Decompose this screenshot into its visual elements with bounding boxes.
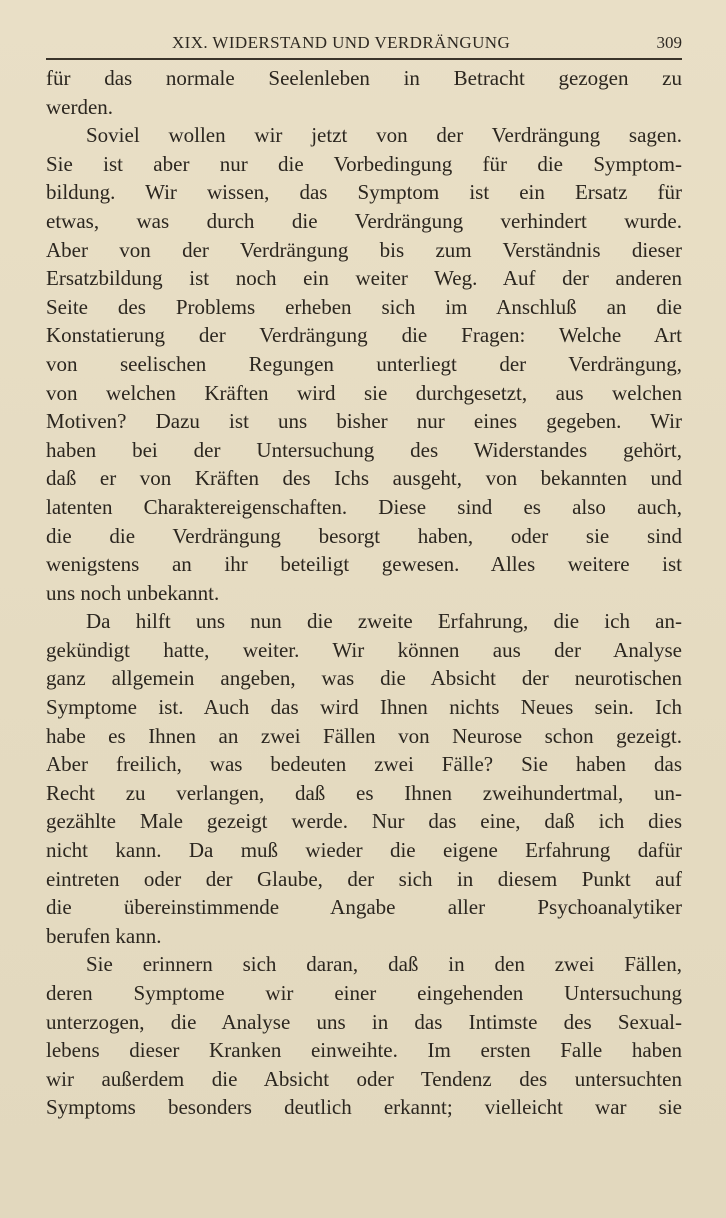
text-line: lebens dieser Kranken einweihte. Im ersten Falle haben [46, 1038, 682, 1063]
text-line: eintreten oder der Glaube, der sich in diesem Punkt auf [46, 866, 682, 891]
text-line: von welchen Kräften wird sie durchgesetzt, aus welchen [46, 380, 682, 405]
text-line: Symptoms besonders deutlich erkannt; vielleicht war sie [46, 1095, 682, 1120]
text-line: für das normale Seelenleben in Betracht gezogen zu [46, 66, 682, 90]
text-line: Soviel wollen wir jetzt von der Verdrängung sagen. [86, 123, 682, 148]
text-line: nicht kann. Da muß wieder die eigene Erfahrung dafür [46, 838, 682, 863]
text-line: wir außerdem die Absicht oder Tendenz des untersuchten [46, 1066, 682, 1091]
text-line: Seite des Problems erheben sich im Anschluß an die [46, 294, 682, 319]
text-line: gekündigt hatte, weiter. Wir können aus der Analyse [46, 637, 682, 662]
text-line: daß er von Kräften des Ichs ausgeht, von bekannten und [46, 466, 682, 491]
text-line: werden. [46, 94, 114, 119]
header-rule [46, 58, 682, 60]
text-line: latenten Charaktereigenschaften. Diese sind es also auch, [46, 494, 682, 519]
text-line: Symptome ist. Auch das wird Ihnen nichts Neues sein. Ich [46, 695, 682, 720]
text-line: die die Verdrängung besorgt haben, oder sie sind [46, 523, 682, 548]
text-line: Ersatzbildung ist noch ein weiter Weg. Auf der anderen [46, 266, 682, 291]
text-line: Recht zu verlangen, daß es Ihnen zweihundertmal, un- [46, 780, 682, 805]
text-line: die übereinstimmende Angabe aller Psychoanalytiker [46, 895, 682, 920]
page-number: 309 [656, 33, 682, 52]
text-line: gezählte Male gezeigt werde. Nur das eine, daß ich dies [46, 809, 682, 834]
text-line: von seelischen Regungen unterliegt der Verdrängung, [46, 351, 682, 376]
text-line: ganz allgemein angeben, was die Absicht der neurotischen [46, 666, 682, 691]
text-line: Sie ist aber nur die Vorbedingung für die Symptom- [46, 151, 682, 176]
text-line: Aber freilich, was bedeuten zwei Fälle? Sie haben das [46, 752, 682, 777]
text-line: Motiven? Dazu ist uns bisher nur eines gegeben. Wir [46, 409, 682, 434]
text-line: bildung. Wir wissen, das Symptom ist ein Ersatz für [46, 180, 682, 205]
text-line: Da hilft uns nun die zweite Erfahrung, die ich an- [86, 609, 682, 634]
text-line: berufen kann. [46, 923, 162, 948]
body-text [46, 64, 682, 1122]
text-line: wenigstens an ihr beteiligt gewesen. Alles weitere ist [46, 552, 682, 577]
running-header [46, 31, 682, 57]
text-line: Konstatierung der Verdrängung die Fragen: Welche Art [46, 323, 682, 348]
text-line: Sie erinnern sich daran, daß in den zwei Fällen, [86, 952, 682, 977]
text-line: habe es Ihnen an zwei Fällen von Neurose schon gezeigt. [46, 723, 682, 748]
text-line: Aber von der Verdrängung bis zum Verständnis dieser [46, 237, 682, 262]
text-line: uns noch unbekannt. [46, 580, 220, 605]
text-line: unterzogen, die Analyse uns in das Intimste des Sexual- [46, 1009, 682, 1034]
text-line: deren Symptome wir einer eingehenden Untersuchung [46, 981, 682, 1005]
text-line: etwas, was durch die Verdrängung verhindert wurde. [46, 208, 682, 233]
running-title: XIX. WIDERSTAND UND VERDRÄNGUNG [172, 33, 511, 52]
text-line: haben bei der Untersuchung des Widerstandes gehört, [46, 437, 682, 462]
